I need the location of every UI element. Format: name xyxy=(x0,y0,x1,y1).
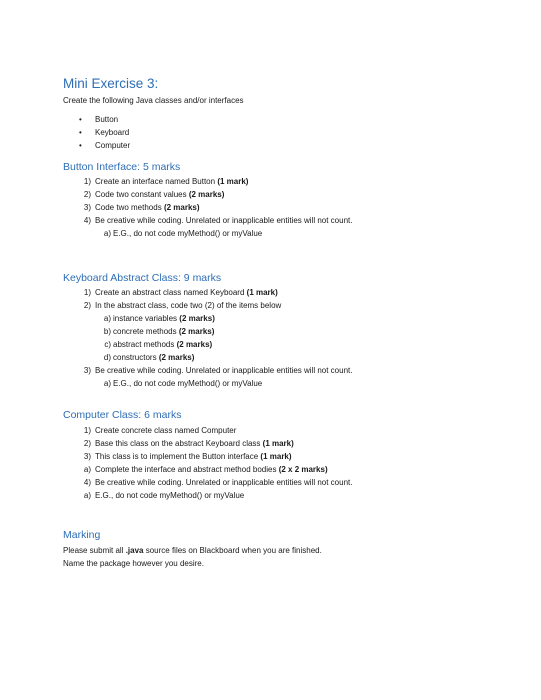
sub-list-item: constructors (2 marks) xyxy=(113,353,195,362)
sub-list-item: E.G., do not code myMethod() or myValue xyxy=(95,491,245,500)
sub-list-item: Complete the interface and abstract method bodies (2 x 2 marks) xyxy=(95,465,328,474)
sub-list-item: concrete methods (2 marks) xyxy=(113,327,215,336)
sub-list-item: instance variables (2 marks) xyxy=(113,314,215,323)
list-item: Code two methods (2 marks) xyxy=(95,203,200,212)
list-item: Create an interface named Button (1 mark) xyxy=(95,177,249,186)
section-heading-computer: Computer Class: 6 marks xyxy=(63,409,182,421)
list-item: Code two constant values (2 marks) xyxy=(95,190,225,199)
list-number: 2) xyxy=(83,190,91,199)
page-title: Mini Exercise 3: xyxy=(63,76,159,91)
sub-list-item: abstract methods (2 marks) xyxy=(113,340,213,349)
sub-list-letter: c) xyxy=(104,340,111,349)
marking-package-note: Name the package however you desire. xyxy=(63,559,204,568)
list-number: 2) xyxy=(83,439,91,448)
list-item: Be creative while coding. Unrelated or inapplicable entities will not count. xyxy=(95,216,353,225)
list-number: 4) xyxy=(83,216,91,225)
marking-instruction: Please submit all .java source files on Blackboard when you are finished. xyxy=(63,546,322,555)
bullet-item: Button xyxy=(95,115,119,124)
bullet-item: Keyboard xyxy=(95,128,130,137)
list-number: 4) xyxy=(83,478,91,487)
list-number: 2) xyxy=(83,301,91,310)
section-heading-marking: Marking xyxy=(63,529,101,541)
list-number: 3) xyxy=(83,452,91,461)
list-item: Create an abstract class named Keyboard (1 mark) xyxy=(95,288,278,297)
sub-list-item: E.G., do not code myMethod() or myValue xyxy=(113,229,263,238)
bullet-item: Computer xyxy=(95,141,131,150)
sub-list-letter: a) xyxy=(83,465,91,474)
sub-list-letter: a) xyxy=(103,379,111,388)
list-item: Create concrete class named Computer xyxy=(95,426,237,435)
bullet-dot: • xyxy=(79,128,82,137)
sub-list-letter: a) xyxy=(103,229,111,238)
list-item: In the abstract class, code two (2) of the items below xyxy=(95,301,282,310)
section-heading-button: Button Interface: 5 marks xyxy=(63,161,181,173)
sub-list-letter: d) xyxy=(103,353,111,362)
section-heading-keyboard: Keyboard Abstract Class: 9 marks xyxy=(63,272,222,284)
bullet-dot: • xyxy=(79,141,82,150)
sub-list-letter: b) xyxy=(103,327,111,336)
sub-list-item: E.G., do not code myMethod() or myValue xyxy=(113,379,263,388)
list-number: 3) xyxy=(83,203,91,212)
list-item: Base this class on the abstract Keyboard class (1 mark) xyxy=(95,439,294,448)
list-number: 1) xyxy=(83,426,91,435)
list-item: Be creative while coding. Unrelated or inapplicable entities will not count. xyxy=(95,478,353,487)
list-number: 3) xyxy=(83,366,91,375)
sub-list-letter: a) xyxy=(103,314,111,323)
sub-list-letter: a) xyxy=(83,491,91,500)
list-item: This class is to implement the Button interface (1 mark) xyxy=(95,452,292,461)
list-number: 1) xyxy=(83,288,91,297)
bullet-dot: • xyxy=(79,115,82,124)
list-number: 1) xyxy=(83,177,91,186)
intro-text: Create the following Java classes and/or interfaces xyxy=(63,96,244,105)
list-item: Be creative while coding. Unrelated or inapplicable entities will not count. xyxy=(95,366,353,375)
